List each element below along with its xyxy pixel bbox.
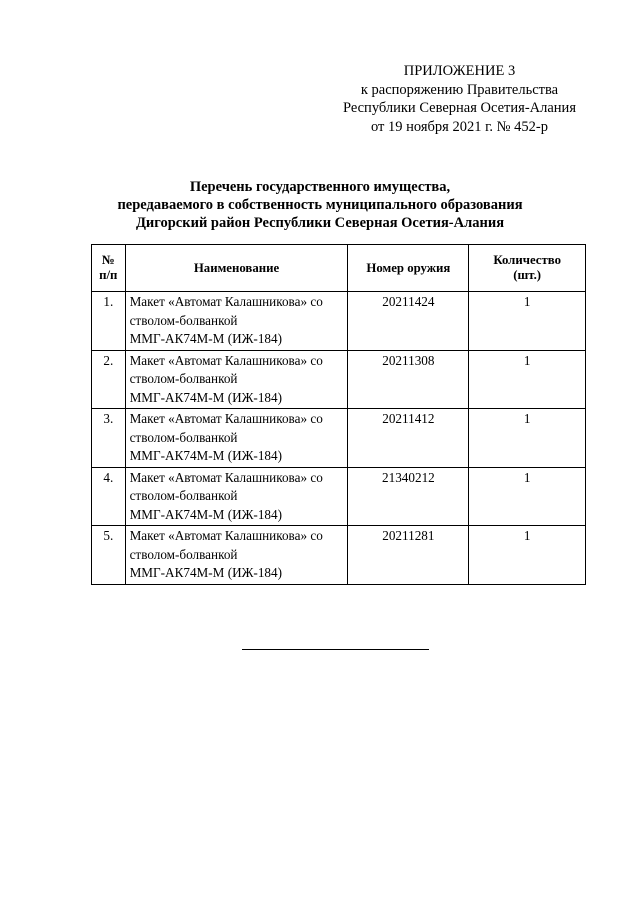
header-qty-line1: Количество [493,253,561,267]
row-quantity: 1 [469,526,586,585]
row-name-line1: Макет «Автомат Калашникова» со [129,469,323,485]
table-row [92,409,586,468]
row-name-line2: стволом-болванкой [129,488,238,503]
row-name-line3: ММГ-АК74М-М (ИЖ-184) [129,506,282,522]
header-qty-line2: (шт.) [513,268,542,282]
appendix-header [343,62,576,136]
row-weapon-number: 21340212 [348,467,469,526]
row-weapon-number: 20211412 [348,409,469,468]
row-name-line1: Макет «Автомат Калашникова» со [129,294,323,309]
table-header-row [92,245,586,292]
header-num-line2: п/п [99,268,118,282]
table-row [92,526,586,585]
row-num: 3. [92,409,126,468]
property-table [91,244,586,585]
row-num: 1. [92,292,126,351]
row-name-line2: стволом-болванкой [129,312,238,328]
header-num-line1: № [101,253,115,267]
row-name [125,409,348,468]
header-name: Наименование [125,245,348,292]
row-name-line1: Макет «Автомат Калашникова» со [129,528,323,543]
row-name-line3: ММГ-АК74М-М (ИЖ-184) [129,565,282,580]
row-name-line3: ММГ-АК74М-М (ИЖ-184) [129,448,282,463]
row-num: 4. [92,467,126,526]
row-weapon-number: 20211424 [348,292,469,351]
table-row [92,467,586,526]
row-name [125,292,348,351]
row-name-line2: стволом-болванкой [129,371,238,386]
row-quantity: 1 [469,350,586,409]
appendix-line-republic: Республики Северная Осетия-Алания [342,100,576,116]
title-line-3: Дигорский район Республики Северная Осетия-Алания [135,215,505,231]
appendix-line-date: от 19 ноября 2021 г. № 452-р [371,118,548,135]
appendix-line-order: к распоряжению Правительства [360,81,559,98]
row-quantity: 1 [469,409,586,468]
row-name-line2: стволом-болванкой [129,429,238,445]
row-quantity: 1 [469,292,586,351]
row-name-line3: ММГ-АК74М-М (ИЖ-184) [129,389,282,405]
row-weapon-number: 20211308 [348,350,469,409]
row-num: 2. [92,350,126,409]
closing-rule [242,649,429,650]
title-line-1: Перечень государственного имущества, [189,179,451,195]
row-name [125,467,348,526]
header-quantity [469,245,586,292]
row-quantity: 1 [469,467,586,526]
table-row [92,350,586,409]
row-weapon-number: 20211281 [348,526,469,585]
appendix-title: ПРИЛОЖЕНИЕ 3 [403,63,516,79]
row-name-line1: Макет «Автомат Калашникова» со [129,411,323,426]
row-num: 5. [92,526,126,585]
header-num [92,245,126,292]
title-line-2: передаваемого в собственность муниципального образования [117,197,523,213]
table-row [92,292,586,351]
row-name [125,350,348,409]
document-title [0,178,640,232]
row-name-line1: Макет «Автомат Калашникова» со [129,352,323,368]
row-name [125,526,348,585]
row-name-line2: стволом-болванкой [129,546,238,562]
row-name-line3: ММГ-АК74М-М (ИЖ-184) [129,331,282,346]
header-weapon-number: Номер оружия [348,245,469,292]
